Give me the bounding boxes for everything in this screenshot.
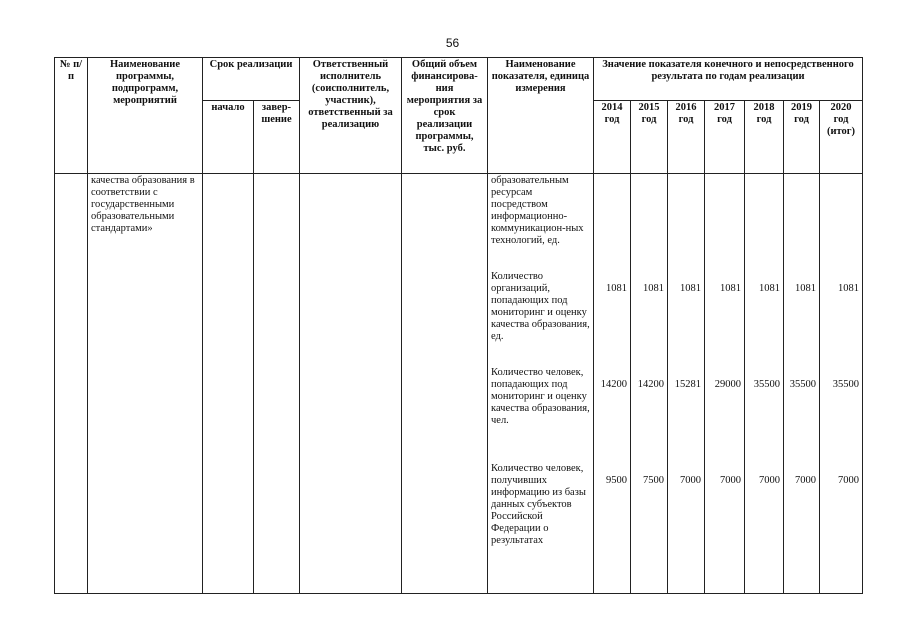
value: 29000 [714, 379, 741, 390]
value: 1081 [795, 283, 816, 294]
header-year-2020: 2020 год (итог) [820, 101, 863, 174]
value [787, 175, 816, 283]
cell-end [254, 174, 300, 594]
value [597, 175, 627, 283]
header-start: начало [203, 101, 254, 174]
value: 7000 [720, 475, 741, 486]
value: 7500 [643, 475, 664, 486]
value [823, 175, 859, 283]
header-name: Наименование программы, подпрограмм, мероприятий [88, 58, 203, 174]
cell-num [55, 174, 88, 594]
value: 7000 [759, 475, 780, 486]
header-executor: Ответственный исполнитель (соисполнитель, участник), ответственный за реализацию [300, 58, 402, 174]
value: 35500 [753, 379, 780, 390]
value: 1081 [720, 283, 741, 294]
header-num: № п/п [55, 58, 88, 174]
header-year-2018: 2018 год [745, 101, 784, 174]
indicator-text: Количество человек, получивших информацию из базы данных субъектов Российской Федерации о результатах [491, 463, 586, 546]
header-year-2019: 2019 год [784, 101, 820, 174]
cell-name: качества образования в соответствии с государственными образовательными стандартами» [88, 174, 203, 594]
cell-values-2014 [594, 174, 631, 594]
value: 7000 [838, 475, 860, 486]
value: 35500 [832, 379, 860, 390]
value: 14200 [637, 379, 664, 390]
value: 1081 [606, 283, 627, 294]
header-values-group: Значение показателя конечного и непосредственного результата по годам реализации [594, 58, 863, 101]
cell-executor [300, 174, 402, 594]
header-row-top [55, 58, 863, 101]
header-year-2015: 2015 год [631, 101, 668, 174]
header-financing: Общий объем финансирова-ния мероприятия за срок реализации программы, тыс. руб. [402, 58, 488, 174]
value: 1081 [643, 283, 664, 294]
cell-values-2016 [668, 174, 705, 594]
value: 9500 [606, 475, 627, 486]
header-indicator: Наименование показателя, единица измерения [488, 58, 594, 174]
page-number: 56 [445, 36, 460, 50]
cell-values-2015 [631, 174, 668, 594]
program-table [54, 57, 863, 594]
header-year-2017: 2017 год [705, 101, 745, 174]
value [748, 175, 780, 283]
header-year-2016: 2016 год [668, 101, 705, 174]
value: 15281 [674, 379, 701, 390]
table-row [55, 174, 863, 594]
cell-values-2017 [705, 174, 745, 594]
indicator-text: Количество организаций, попадающих под мониторинг и оценку качества образования, ед. [491, 271, 590, 342]
cell-indicators [488, 174, 594, 594]
value [708, 175, 741, 283]
value: 14200 [600, 379, 627, 390]
value: 35500 [789, 379, 816, 390]
cell-financing [402, 174, 488, 594]
cell-values-2019 [784, 174, 820, 594]
indicator-text: образовательным ресурсам посредством информационно-коммуникацион-ных технологий, ед. [491, 175, 584, 246]
header-end: завер-шение [254, 101, 300, 174]
cell-values-2020 [820, 174, 863, 594]
value: 7000 [680, 475, 701, 486]
value: 1081 [759, 283, 780, 294]
cell-values-2018 [745, 174, 784, 594]
value: 1081 [680, 283, 701, 294]
value: 1081 [838, 283, 860, 294]
cell-start [203, 174, 254, 594]
header-period: Срок реализации [203, 58, 300, 101]
value [671, 175, 701, 283]
indicator-text: Количество человек, попадающих под мониторинг и оценку качества образования, чел. [491, 367, 590, 426]
value [634, 175, 664, 283]
header-year-2014: 2014 год [594, 101, 631, 174]
value: 7000 [795, 475, 816, 486]
